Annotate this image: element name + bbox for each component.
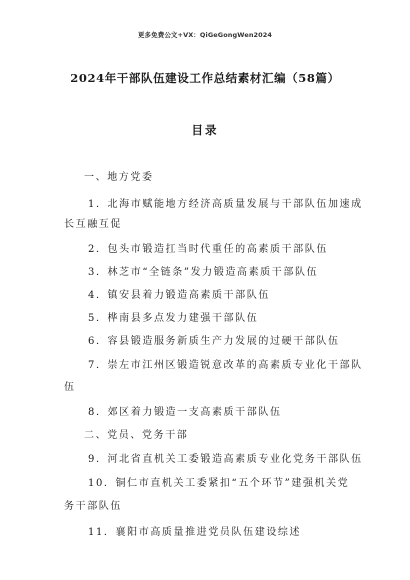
toc-item-2: 2．包头市锻造扛当时代重任的高素质干部队伍 [88,244,328,255]
toc-item-10-continued: 务干部队伍 [64,501,122,512]
toc-item-6: 6．容县锻造服务新质生产力发展的过硬干部队伍 [88,336,340,347]
toc-item-7: 7．崇左市江州区锻造锐意改革的高素质专业化干部队 [88,360,363,371]
document-title: 2024年干部队伍建设工作总结素材汇编（58篇） [70,71,340,85]
toc-item-1-continued: 长互融互促 [64,219,122,230]
toc-item-7-continued: 伍 [64,382,76,393]
toc-item-3: 3．林芝市“全链条”发力锻造高素质干部队伍 [88,267,319,278]
toc-heading: 目录 [191,123,219,137]
toc-item-1: 1．北海市赋能地方经济高质量发展与干部队伍加速成 [88,199,363,210]
toc-item-5: 5．桦南县多点发力建强干部队伍 [88,313,259,324]
toc-item-4: 4．镇安县着力锻造高素质干部队伍 [88,290,270,301]
toc-section-local-party-committees: 一、地方党委 [84,172,154,183]
toc-item-11: 11．襄阳市高质量推进党员队伍建设综述 [88,527,302,538]
toc-item-8: 8．郊区着力锻造一支高素质干部队伍 [88,407,282,418]
toc-section-party-members: 二、党员、党务干部 [84,430,189,441]
toc-item-10: 10．铜仁市直机关工委紧扣“五个环节”建强机关党 [88,478,350,489]
toc-item-9: 9．河北省直机关工委锻造高素质专业化党务干部队伍 [88,454,363,465]
header-promo-note: 更多免费公文+VX：QiGeGongWen2024 [137,31,273,39]
